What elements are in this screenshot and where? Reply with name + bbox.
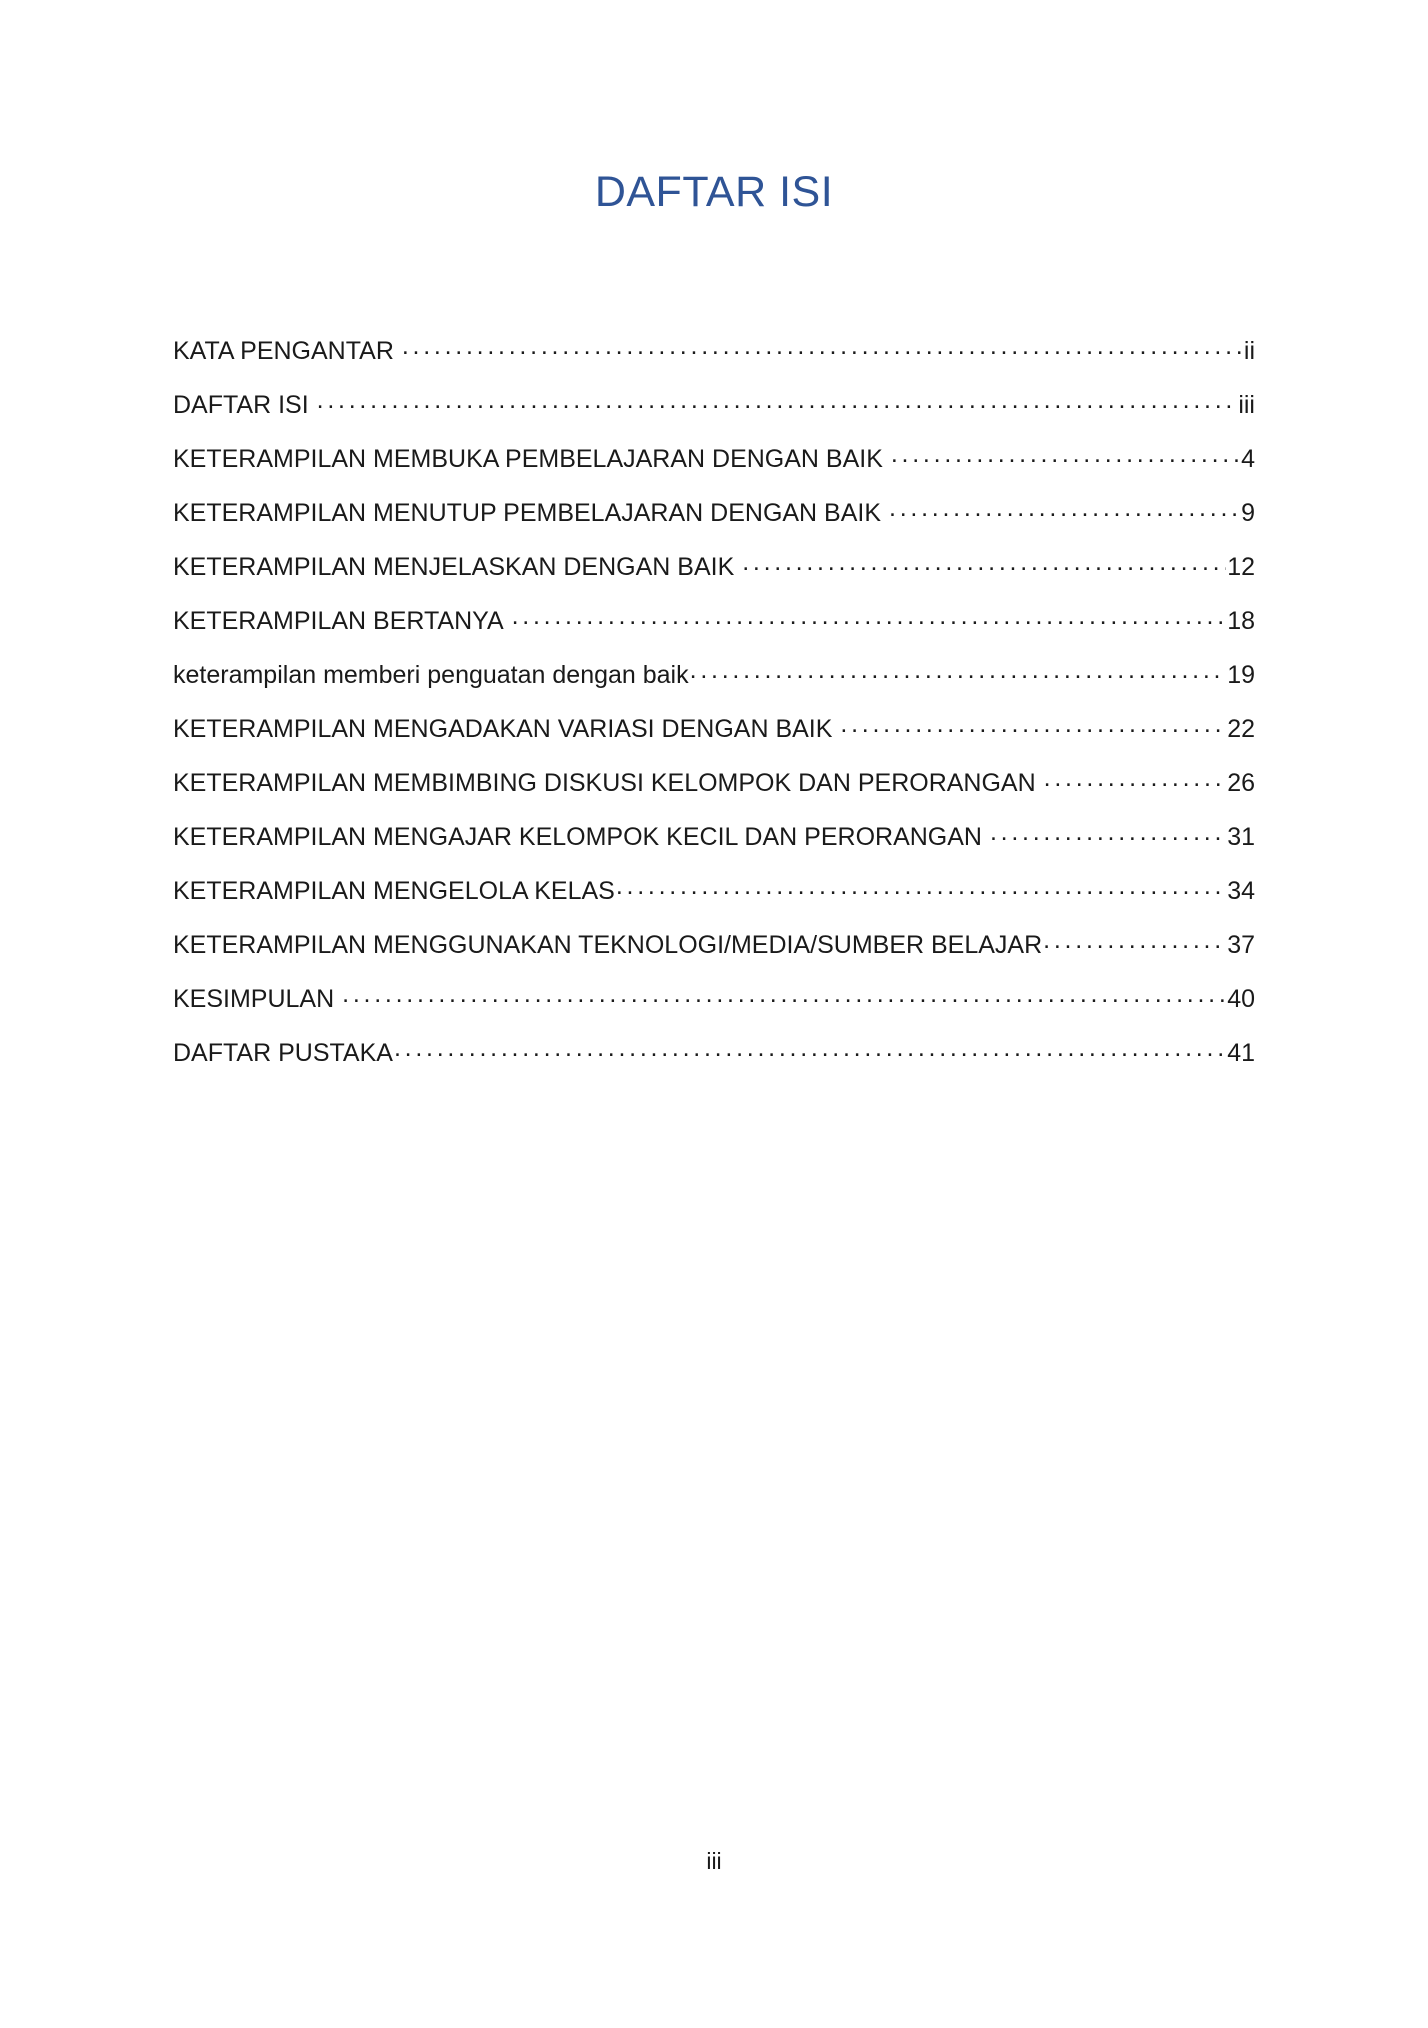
toc-dot-leader [891,442,1240,467]
toc-entry-page-number: iii [1238,391,1255,419]
toc-dot-leader [840,712,1226,737]
toc-entry[interactable] [173,486,1255,540]
toc-entry-label: KETERAMPILAN MENJELASKAN DENGAN BAIK [173,553,735,581]
toc-entry-label: DAFTAR PUSTAKA [173,1039,393,1067]
toc-entry-page-number: 18 [1227,607,1255,635]
page-title: DAFTAR ISI [594,167,834,216]
toc-entry-label: KETERAMPILAN MENUTUP PEMBELAJARAN DENGAN BAIK [173,499,882,527]
toc-dot-leader [1044,766,1227,791]
toc-entry-label: KETERAMPILAN BERTANYA [173,607,504,635]
toc-dot-leader [1043,928,1226,953]
toc-entry-label: KETERAMPILAN MENGADAKAN VARIASI DENGAN BAIK [173,715,833,743]
toc-entry[interactable] [173,594,1255,648]
table-of-contents [173,324,1255,1080]
toc-entry[interactable] [173,648,1255,702]
toc-entry-label: KETERAMPILAN MENGAJAR KELOMPOK KECIL DAN PERORANGAN [173,823,982,851]
toc-entry-label: DAFTAR ISI [173,391,309,419]
toc-dot-leader [742,550,1226,575]
toc-entry-page-number: 19 [1227,661,1255,689]
toc-entry[interactable] [173,540,1255,594]
toc-entry-page-number: 12 [1227,553,1255,581]
toc-dot-leader [402,334,1243,359]
toc-entry-label: KETERAMPILAN MEMBUKA PEMBELAJARAN DENGAN BAIK [173,445,883,473]
toc-dot-leader [317,388,1238,413]
toc-entry[interactable] [173,378,1255,432]
toc-dot-leader [342,982,1226,1007]
toc-entry-label: KATA PENGANTAR [173,337,394,365]
toc-entry-label: KETERAMPILAN MEMBIMBING DISKUSI KELOMPOK DAN PERORANGAN [173,769,1036,797]
toc-entry[interactable] [173,1026,1255,1080]
toc-entry-page-number: 41 [1227,1039,1255,1067]
toc-entry-label: keterampilan memberi penguatan dengan baik [173,661,689,689]
toc-entry-page-number: ii [1243,337,1255,365]
toc-dot-leader [690,658,1227,683]
toc-entry[interactable] [173,810,1255,864]
toc-entry-label: KETERAMPILAN MENGGUNAKAN TEKNOLOGI/MEDIA/SUMBER BELAJAR [173,931,1043,959]
toc-entry[interactable] [173,702,1255,756]
toc-entry[interactable] [173,324,1255,378]
toc-entry-page-number: 34 [1227,877,1255,905]
toc-entry-page-number: 9 [1241,499,1255,527]
toc-entry[interactable] [173,756,1255,810]
toc-entry[interactable] [173,432,1255,486]
toc-entry-page-number: 31 [1227,823,1255,851]
footer-page-number: iii [706,1848,722,1874]
toc-entry[interactable] [173,918,1255,972]
toc-entry-page-number: 4 [1241,445,1255,473]
toc-dot-leader [394,1036,1226,1061]
toc-dot-leader [616,874,1226,899]
toc-entry[interactable] [173,972,1255,1026]
toc-entry-page-number: 22 [1227,715,1255,743]
toc-entry-page-number: 37 [1227,931,1255,959]
toc-entry-label: KESIMPULAN [173,985,335,1013]
toc-entry-page-number: 26 [1227,769,1255,797]
toc-dot-leader [990,820,1226,845]
toc-dot-leader [512,604,1227,629]
toc-dot-leader [889,496,1240,521]
toc-entry-label: KETERAMPILAN MENGELOLA KELAS [173,877,615,905]
toc-entry-page-number: 40 [1227,985,1255,1013]
toc-entry[interactable] [173,864,1255,918]
